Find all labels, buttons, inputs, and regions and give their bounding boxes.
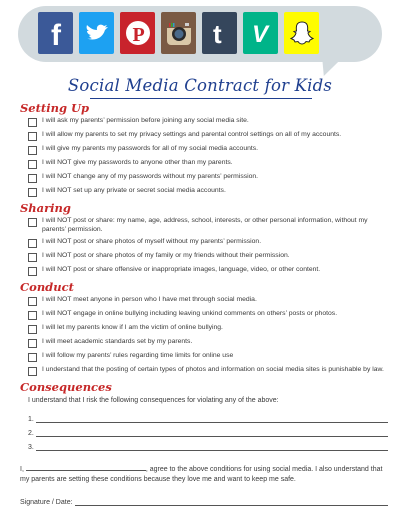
checkbox[interactable]	[28, 174, 37, 183]
list-item: I understand that the posting of certain types of photos and information on social media sites is punishable by law.	[28, 366, 388, 376]
vine-icon	[243, 12, 278, 54]
list-item: I will NOT post or share: my name, age, address, school, interests, or other personal information, without my parents’ permission.	[28, 217, 388, 234]
signature-row	[20, 497, 388, 506]
consequence-line-1: 1.	[28, 409, 388, 423]
tumblr-icon	[202, 12, 237, 54]
list-item: I will NOT post or share offensive or inappropriate images, language, video, or other content.	[28, 266, 388, 276]
list-item: I will meet academic standards set by my parents.	[28, 338, 388, 348]
list-item: I will follow my parents’ rules regarding time limits for online use	[28, 352, 388, 362]
blank-line[interactable]	[36, 428, 388, 437]
twitter-icon	[79, 12, 114, 54]
signature-label: Signature / Date:	[20, 499, 73, 506]
checkbox[interactable]	[28, 239, 37, 248]
svg-text:V: V	[251, 21, 268, 47]
section-title-setting-up: Setting Up	[20, 101, 90, 115]
checkbox[interactable]	[28, 325, 37, 334]
social-icons-row	[38, 12, 319, 54]
list-item: I will NOT post or share photos of my family or my friends without their permission.	[28, 252, 388, 262]
list-item: I will NOT post or share photos of myself without my parents’ permission.	[28, 238, 388, 248]
consequence-line-2: 2.	[28, 423, 388, 437]
name-blank-line[interactable]	[26, 463, 146, 471]
checkbox[interactable]	[28, 146, 37, 155]
agreement-paragraph: I, , agree to the above conditions for using social media. I also understand that my parents are setting these conditions because they love me and want to keep me safe.	[20, 463, 388, 485]
section-title-conduct: Conduct	[20, 280, 74, 294]
checkbox[interactable]	[28, 160, 37, 169]
list-item: I will let my parents know if I am the victim of online bullying.	[28, 324, 388, 334]
checkbox[interactable]	[28, 339, 37, 348]
snapchat-icon	[284, 12, 319, 54]
contract-body	[20, 101, 388, 506]
checkbox[interactable]	[28, 118, 37, 127]
list-item: I will NOT change any of my passwords without my parents’ permission.	[28, 173, 388, 183]
consequences-intro: I understand that I risk the following consequences for violating any of the above:	[28, 397, 279, 404]
checkbox[interactable]	[28, 367, 37, 376]
consequence-line-3: 3.	[28, 437, 388, 451]
checkbox[interactable]	[28, 297, 37, 306]
list-item: I will ask my parents’ permission before joining any social media site.	[28, 117, 388, 127]
blank-line[interactable]	[36, 442, 388, 451]
facebook-icon	[38, 12, 73, 54]
checkbox[interactable]	[28, 353, 37, 362]
section-title-consequences: Consequences	[20, 380, 112, 394]
list-item: I will give my parents my passwords for all of my social media accounts.	[28, 145, 388, 155]
section-title-sharing: Sharing	[20, 201, 71, 215]
svg-text:f: f	[50, 19, 61, 48]
checkbox[interactable]	[28, 253, 37, 262]
blank-line[interactable]	[36, 414, 388, 423]
list-item: I will allow my parents to set my privacy settings and parental control settings on all of my accounts.	[28, 131, 388, 141]
svg-text:P: P	[132, 24, 145, 46]
list-item: I will NOT set up any private or secret social media accounts.	[28, 187, 388, 197]
checkbox[interactable]	[28, 267, 37, 276]
page-title: Social Media Contract for Kids	[67, 76, 333, 95]
title-underline	[90, 98, 312, 99]
checkbox[interactable]	[28, 188, 37, 197]
checkbox[interactable]	[28, 311, 37, 320]
list-item: I will NOT meet anyone in person who I have met through social media.	[28, 296, 388, 306]
checkbox[interactable]	[28, 132, 37, 141]
pinterest-icon	[120, 12, 155, 54]
list-item: I will NOT engage in online bullying including leaving unkind comments on others’ posts or photos.	[28, 310, 388, 320]
signature-line[interactable]	[75, 497, 388, 506]
checkbox[interactable]	[28, 218, 37, 227]
svg-text:t: t	[212, 19, 222, 48]
list-item: I will NOT give my passwords to anyone other than my parents.	[28, 159, 388, 169]
instagram-icon	[161, 12, 196, 54]
